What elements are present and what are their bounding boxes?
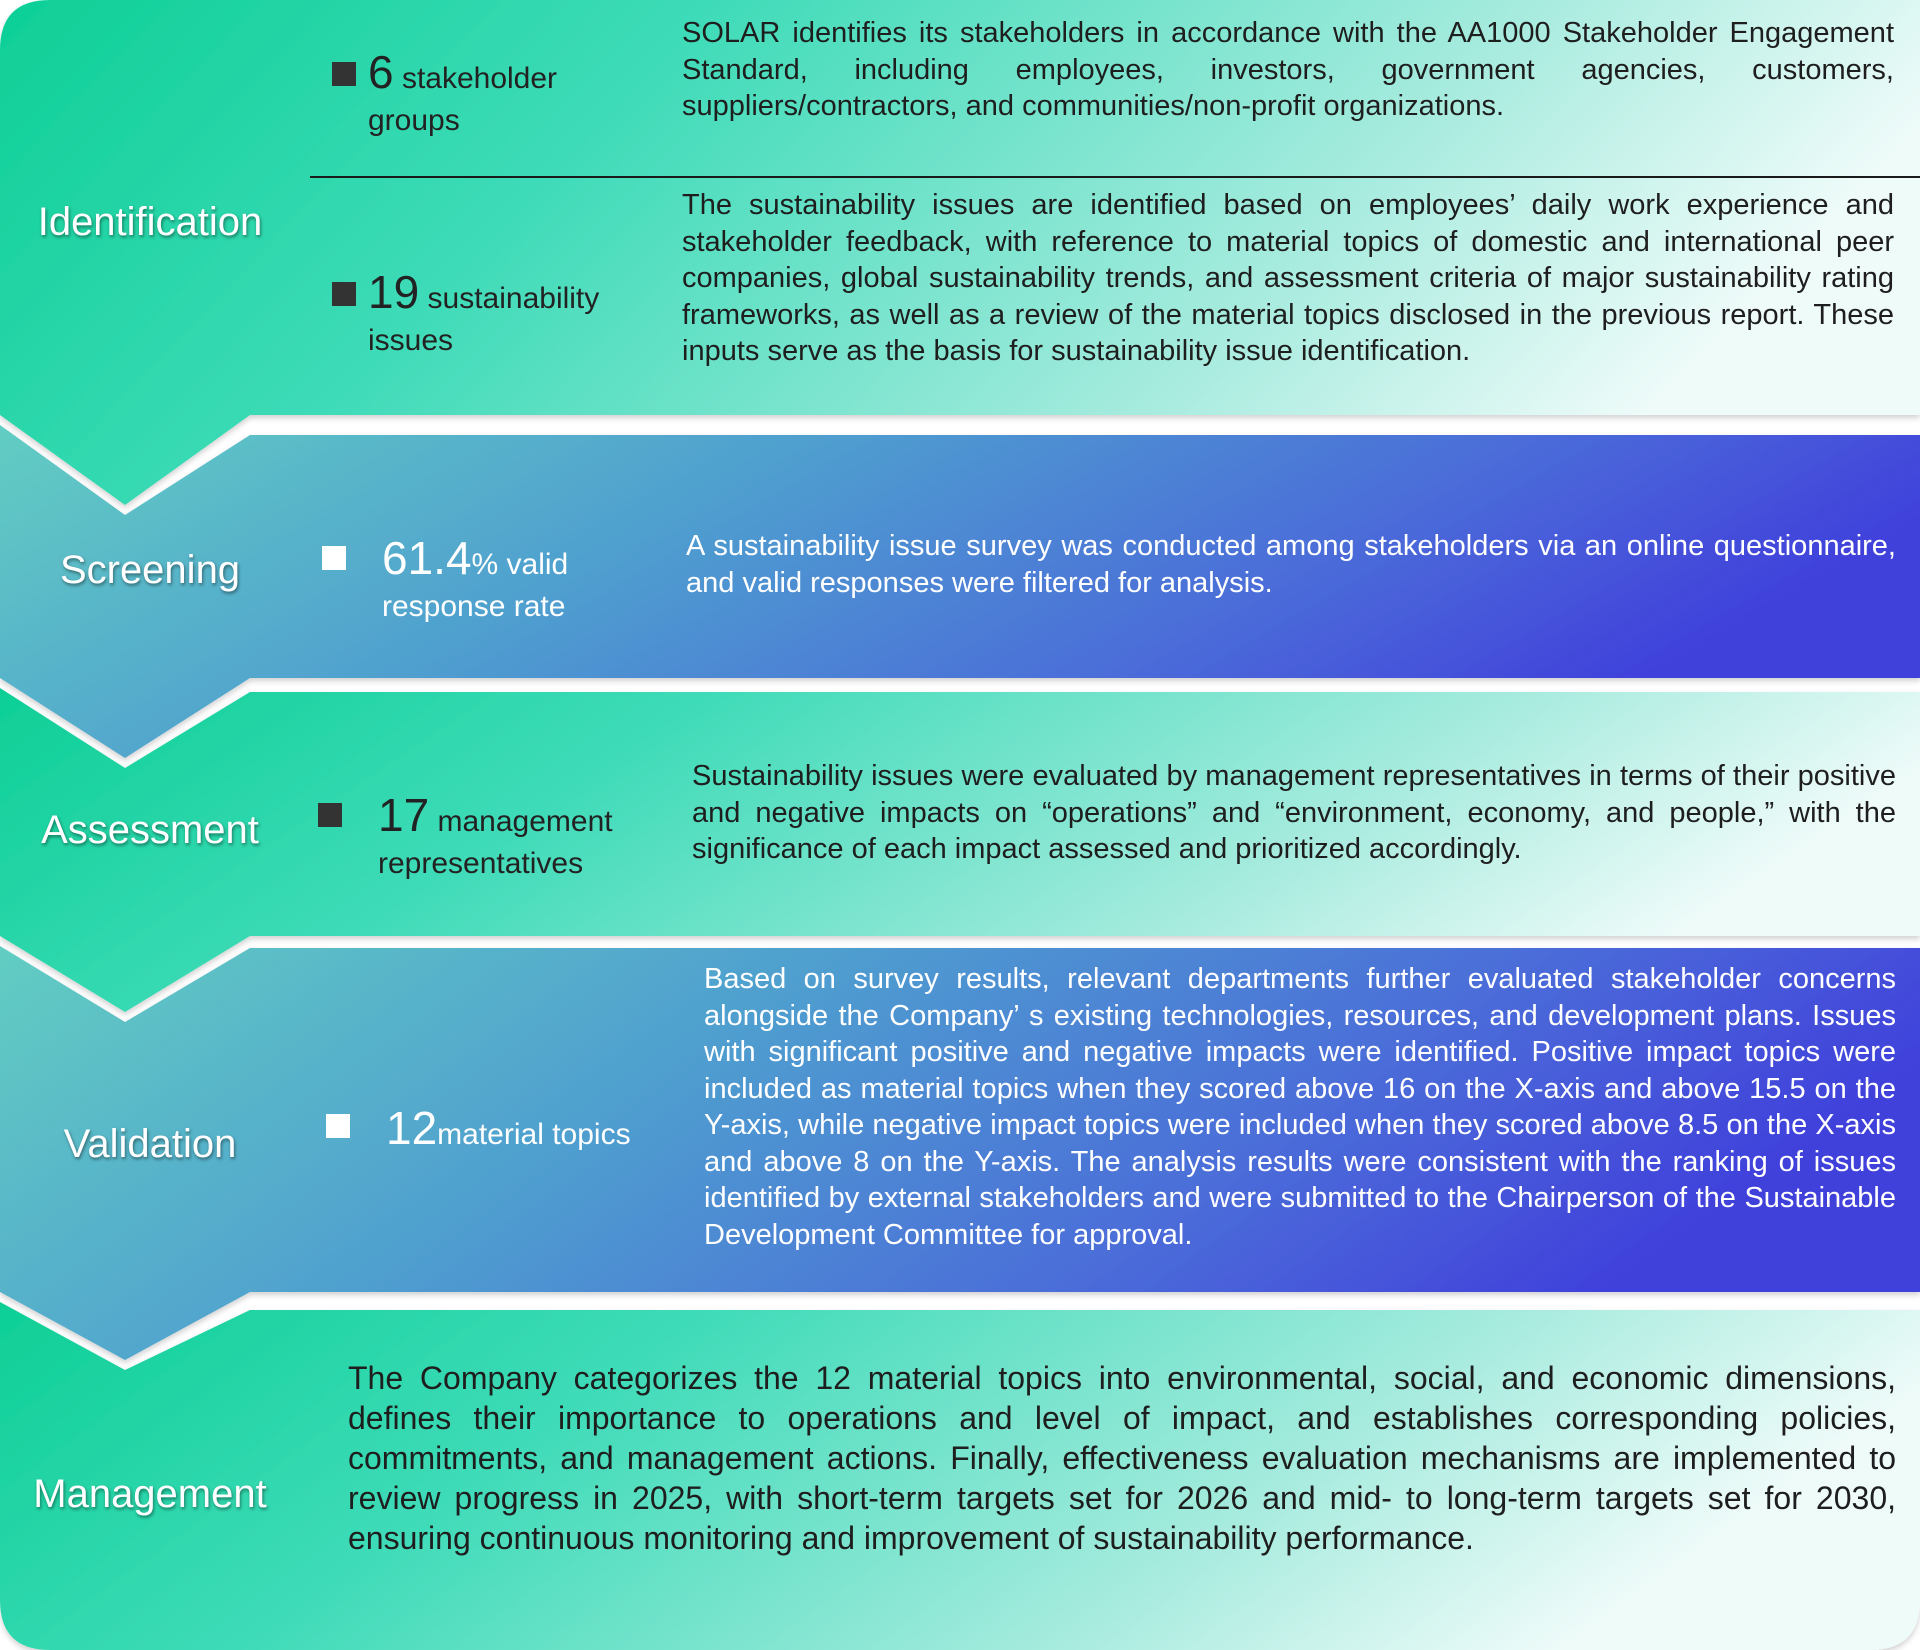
stage-label-validation: Validation <box>63 1122 237 1166</box>
metric-valid-response-rate <box>322 530 652 625</box>
bullet-square-icon <box>332 62 356 86</box>
metric-unit-line2: response rate <box>382 589 566 623</box>
stage-label-management: Management <box>33 1472 267 1516</box>
stage-label-identification: Identification <box>37 200 263 244</box>
description-management: The Company categorizes the 12 material topics into environmental, social, and economic dimensions, defines their importance to operations and level of impact, and establishes corresponding policies, commitments, and management actions. Finally, effectiveness evaluation mechanisms are implemented to review progress in 2025, with short-term targets set for 2026 and mid- to long-term targets set for 2030, ensuring continuous monitoring and improvement of sustainability performance. <box>348 1360 1896 1556</box>
description-stakeholder-identification: SOLAR identifies its stakeholders in accordance with the AA1000 Stakeholder Engagement Standard, including employees, investors, government agencies, customers, suppliers/contractors, and communities/non-profit organizations. <box>682 17 1894 122</box>
description-assessment: Sustainability issues were evaluated by management representatives in terms of their positive and negative impacts on “operations” and “environment, economy, and people,” with the significance of each impact assessed and prioritized accordingly. <box>692 760 1896 865</box>
metric-number: 19 <box>368 266 420 318</box>
metric-number: 61.4 <box>382 532 472 584</box>
bullet-square-icon <box>318 803 342 827</box>
metric-unit: sustainability <box>427 282 600 315</box>
metric-management-representatives <box>318 787 658 882</box>
stage-label-assessment: Assessment <box>41 808 259 852</box>
stage-label-screening: Screening <box>59 548 241 592</box>
metric-unit: management <box>429 805 613 838</box>
bullet-square-icon <box>332 282 356 306</box>
row-divider <box>310 176 1920 178</box>
metric-unit-line2: groups <box>368 103 460 137</box>
metric-unit-line2: representatives <box>378 846 584 880</box>
bullet-square-icon <box>326 1114 350 1138</box>
metric-number: 17 <box>378 789 430 841</box>
metric-stakeholder-groups <box>332 44 652 139</box>
description-issue-identification: The sustainability issues are identified based on employees’ daily work experience and stakeholder feedback, with reference to material topics of domestic and international peer companies, global sustainability trends, and assessment criteria of major sustainability rating frameworks, as well as a review of the material topics disclosed in the previous report. These inputs serve as the basis for sustainability issue identification. <box>682 189 1894 367</box>
description-validation: Based on survey results, relevant departments further evaluated stakeholder concerns alongside the Company’ s existing technologies, resources, and development plans. Issues with significant positive and negative impacts were identified. Positive impact topics were included as material topics when they scored above 16 on the X-axis and above 15.5 on the Y-axis, while negative impact topics were included when they scored above 8.5 on the X-axis and above 8 on the Y-axis. The analysis results were consistent with the ranking of issues identified by external stakeholders and were submitted to the Chairperson of the Sustainable Development Committee for approval. <box>704 963 1896 1251</box>
description-screening: A sustainability issue survey was conducted among stakeholders via an online questionnaire, and valid responses were filtered for analysis. <box>686 530 1896 599</box>
metric-unit-line2: issues <box>368 323 454 357</box>
metric-number: 12 <box>386 1102 438 1154</box>
metric-unit: stakeholder <box>401 62 558 95</box>
metric-sustainability-issues <box>332 264 652 359</box>
metric-number: 6 <box>368 46 394 98</box>
metric-material-topics <box>326 1100 676 1158</box>
metric-unit: material topics <box>437 1118 631 1151</box>
metric-unit: % valid <box>471 548 569 581</box>
bullet-square-icon <box>322 546 346 570</box>
